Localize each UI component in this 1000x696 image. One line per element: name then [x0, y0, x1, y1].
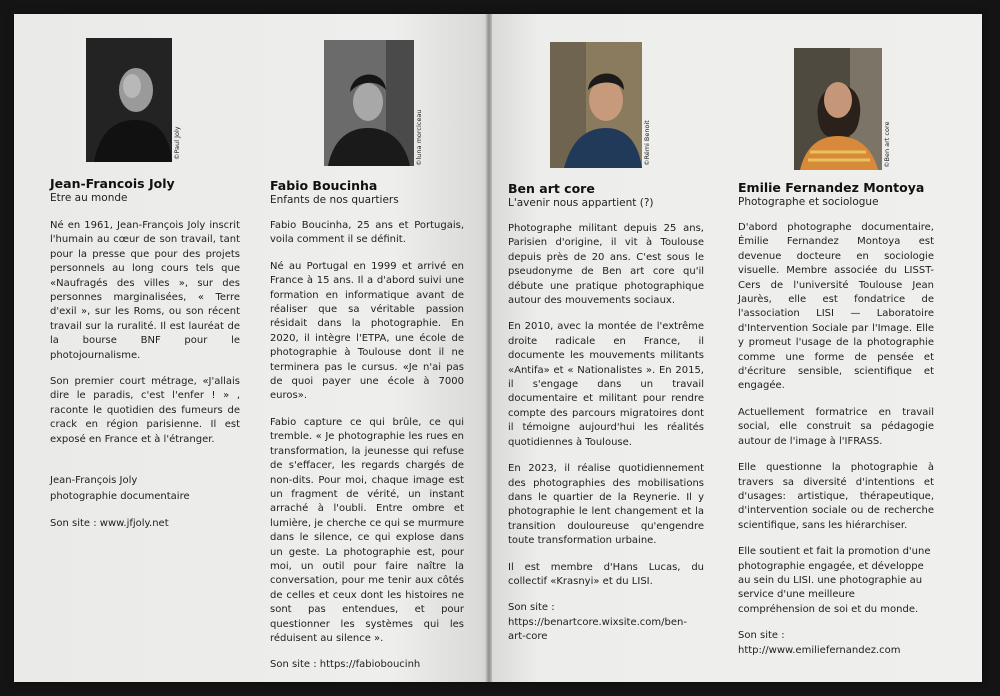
photo-credit: ©Paul Joly: [173, 126, 181, 160]
project-title: L'avenir nous appartient (?): [508, 197, 654, 209]
project-title: Etre au monde: [50, 192, 128, 204]
bio-paragraph: Son premier court métrage, «J'allais dire le paradis, c'est l'enfer ! » , raconte le quotidien des fumeurs de crack en région parisienne. Il est exposé en France et à l'étranger.: [50, 376, 240, 445]
website-text: Son site : http://www.emiliefernandez.com: [738, 630, 901, 656]
photo-credit: ©luna morciceau: [415, 109, 423, 166]
book-gutter: [486, 14, 492, 682]
portrait-photo-ben-art-core: [550, 42, 642, 168]
website-text: Son site : https://fabioboucinh: [270, 659, 421, 671]
artist-name: Jean-Francois Joly: [50, 176, 175, 191]
bio-paragraph: Fabio capture ce qui brûle, ce qui tremble. « Je photographie les rues en transformation, la jeunesse qui refuse de s'effacer, les regards chargés de non-dits. Pour moi, chaque image est un fragment de vérité, un instant arraché à l'oubli. Entre ombre et lumière, je cherche ce qui se murmure dans le silence, ce qui explose dans un geste. La photographie est, pour moi, un outil pour faire naître la conversation, pour me tenir aux côtés de celles et ceux dont les histoires ne sont pas entendues, et pour questionner les systèmes qui les réduisent au silence ».: [270, 416, 464, 644]
signature-name: Jean-François Joly: [50, 475, 138, 487]
bio-paragraph: Elle questionne la photographie à travers sa diversité d'intentions et d'usages: artistique, thérapeutique, d'intervention sociale ou de recherche scientifique, sans les hiérarchiser.: [738, 462, 934, 531]
artist-name: Ben art core: [508, 181, 595, 196]
bio-paragraph: Actuellement formatrice en travail social, elle construit sa pédagogie autour de l'image à l'IFRASS.: [738, 406, 934, 447]
portrait-photo-jean-francois-joly: [86, 38, 172, 162]
bio-paragraph: En 2023, il réalise quotidiennement des photographies des mobilisations dans le quartier de la Reynerie. Il y photographie le lent changement et la transition douloureuse qu'engendre toute transformation urbaine.: [508, 463, 704, 547]
bio-paragraph: Né au Portugal en 1999 et arrivé en France à 15 ans. Il a d'abord suivi une formation en informatique avant de réaliser que sa véritable passion résidait dans la photographie. En 2020, il intègre l'ETPA, une école de photographie à Toulouse dont il ne terminera pas le cursus. «Je n'ai pas de quoi payer une école à 7000 euros».: [270, 260, 464, 402]
bio-paragraph: Né en 1961, Jean-François Joly inscrit l'humain au cœur de son travail, tant pour la presse que pour des projets personnels au long cours tels que «Naufragés des villes », sur des personnes marginalisées, « Terre d'exil », sur les Roms, ou son récent travail sur la ruralité. Il est lauréat de la bourse BNF pour le photojournalisme.: [50, 220, 240, 361]
photo-credit: ©Ben art core: [883, 121, 891, 168]
bio-paragraph: D'abord photographe documentaire, Émilie Fernandez Montoya est devenue docteure en sociologie visuelle. Membre associée du LISST-Cers de l'université Toulouse Jean Jaurès, elle est fondatrice de l'association LISI — Laboratoire d'Intervention Sociale par l'Image. Elle y promeut l'usage de la photographie comme une forme de pensée et d'écriture sensible, scientifique et engagée.: [738, 222, 934, 392]
artist-name: Emilie Fernandez Montoya: [738, 180, 925, 195]
signature-role: photographie documentaire: [50, 491, 190, 503]
bio-paragraph: Elle soutient et fait la promotion d'une photographie engagée, et développe au sein du LISI. une photographie au service d'une meilleure compréhension de soi et du monde.: [738, 546, 931, 615]
artist-name: Fabio Boucinha: [270, 178, 378, 193]
bio-column-jean-francois-joly: [50, 176, 240, 532]
portrait-photo-emilie-fernandez-montoya: [794, 48, 882, 170]
project-title: Enfants de nos quartiers: [270, 194, 399, 206]
photo-credit: ©Rémi Benoit: [643, 120, 651, 166]
bio-column-fabio-boucinha: [270, 178, 464, 673]
bio-paragraph: Il est membre d'Hans Lucas, du collectif «Krasnyi» et du LISI.: [508, 561, 704, 587]
bio-paragraph: Photographe militant depuis 25 ans, Parisien d'origine, il vit à Toulouse depuis près de 20 ans. C'est sous le pseudonyme de Ben art core qu'il débute une pratique photographique autour des mouvements sociaux.: [508, 223, 704, 307]
bio-paragraph: En 2010, avec la montée de l'extrême droite radicale en France, il documente les mouvements militants «Antifa» et « Nationalistes ». En 2015, il s'engage dans un travail documentaire et militant pour rendre compte des parcours migratoires dont il témoigne aujourd'hui les réalités quotidiennes à Toulouse.: [508, 321, 704, 448]
bio-column-ben-art-core: [508, 181, 704, 645]
website-text: Son site : www.jfjoly.net: [50, 518, 169, 530]
website-text: Son site : https://benartcore.wixsite.com/ben-art-core: [508, 602, 687, 643]
bio-paragraph: Fabio Boucinha, 25 ans et Portugais, voila comment il se définit.: [270, 220, 464, 246]
project-title: Photographe et sociologue: [738, 196, 879, 208]
portrait-photo-fabio-boucinha: [324, 40, 414, 166]
bio-column-emilie-fernandez-montoya: [738, 180, 934, 658]
